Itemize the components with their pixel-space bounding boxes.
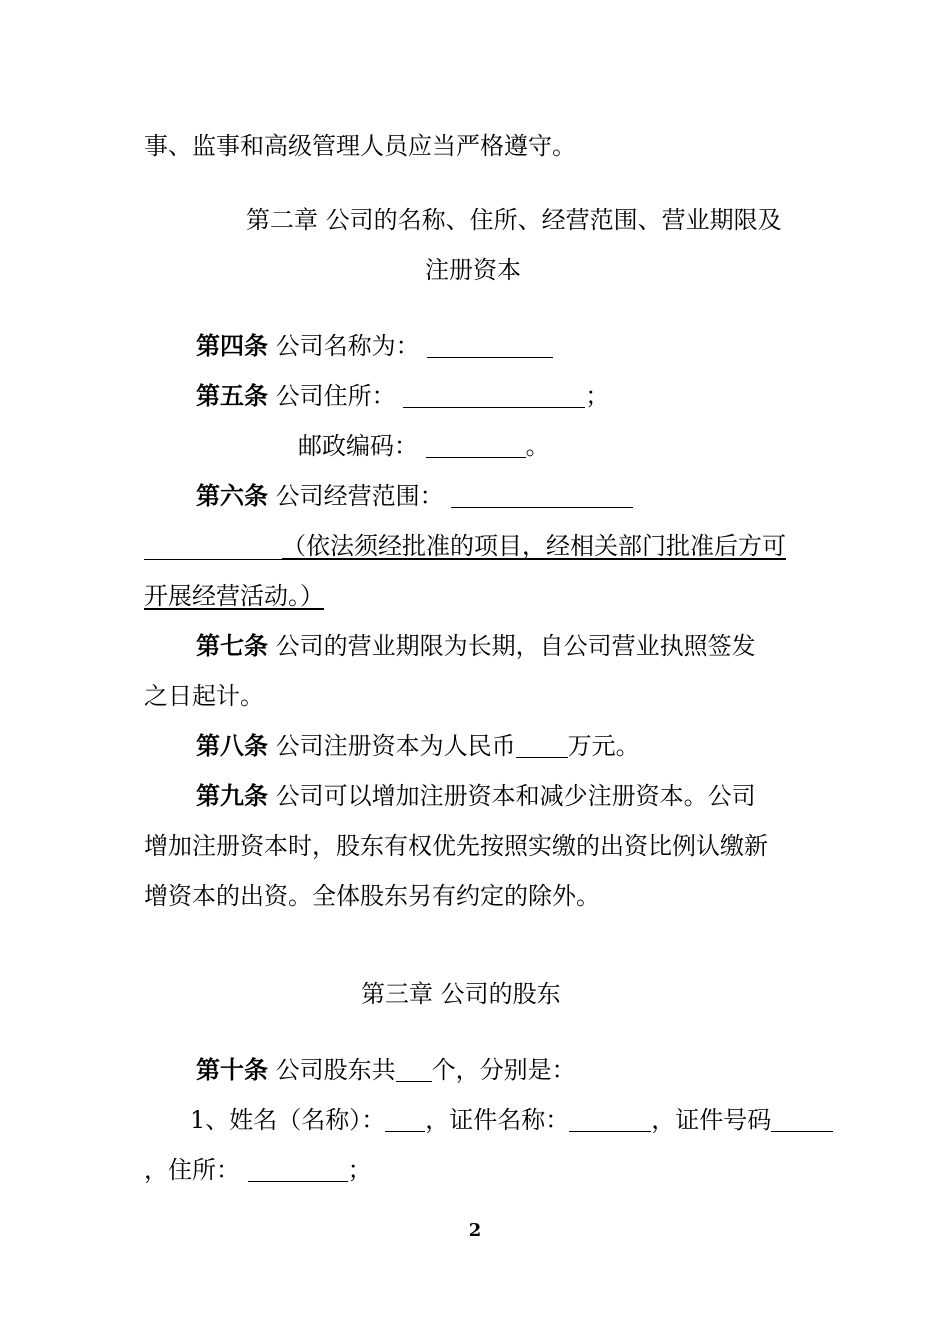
article-text: 公司名称为： (275, 332, 420, 360)
article-label: 第六条 (196, 481, 268, 510)
postal-code-blank[interactable] (426, 433, 526, 458)
business-scope-blank-2[interactable] (144, 535, 282, 560)
id-type-blank[interactable] (569, 1107, 651, 1132)
article-8 (196, 730, 640, 762)
article-text: 公司股东共 (275, 1056, 396, 1084)
article-label: 第八条 (196, 731, 268, 760)
item-text: ，住所： (144, 1156, 240, 1184)
article-7 (196, 630, 756, 662)
company-name-blank[interactable] (427, 333, 553, 358)
article-text-end: 万元。 (567, 732, 640, 760)
article-6-note: （依法须经批准的项目，经相关部门批准后方可 (282, 532, 786, 560)
article-label: 第十条 (196, 1055, 268, 1084)
article-label: 第四条 (196, 331, 268, 360)
article-9-line2: 增加注册资本时，股东有权优先按照实缴的出资比例认缴新 (144, 832, 768, 860)
article-6 (196, 480, 633, 512)
postal-code-line (298, 430, 550, 462)
article-text: 公司可以增加注册资本和减少注册资本。公司 (275, 782, 756, 810)
address-blank[interactable] (403, 383, 585, 408)
article-label: 第七条 (196, 631, 268, 660)
article-text: 公司经营范围： (275, 482, 444, 510)
chapter-2-title-line1: 第二章 公司的名称、住所、经营范围、营业期限及 (246, 206, 782, 234)
article-10 (196, 1054, 576, 1086)
page-number: 2 (468, 1220, 482, 1241)
shareholder-count-blank[interactable] (396, 1057, 432, 1082)
article-6-line3 (144, 580, 324, 612)
article-text: 公司的营业期限为长期，自公司营业执照签发 (275, 632, 756, 660)
name-blank[interactable] (385, 1107, 425, 1132)
id-number-blank[interactable] (771, 1107, 833, 1132)
article-5 (196, 380, 609, 412)
shareholder-item-1 (190, 1104, 833, 1136)
article-6-line2 (144, 530, 786, 562)
chapter-2-title-line2: 注册资本 (425, 256, 521, 284)
item-text: ，证件名称： (425, 1106, 570, 1134)
article-label: 第五条 (196, 381, 268, 410)
item-text: ，证件号码 (651, 1106, 772, 1134)
punct: ； (347, 1156, 372, 1184)
capital-amount-blank[interactable] (516, 733, 568, 758)
business-scope-blank[interactable] (451, 483, 633, 508)
shareholder-item-1-line2 (144, 1154, 372, 1186)
article-text: 公司注册资本为人民币 (275, 732, 516, 760)
article-9-line3: 增资本的出资。全体股东另有约定的除外。 (144, 882, 600, 910)
article-text: 公司住所： (275, 382, 396, 410)
article-9 (196, 780, 756, 812)
paragraph-continuation: 事、监事和高级管理人员应当严格遵守。 (144, 132, 576, 160)
chapter-3-title: 第三章 公司的股东 (361, 980, 561, 1008)
postal-label: 邮政编码： (298, 432, 418, 460)
residence-blank[interactable] (248, 1157, 348, 1182)
punct: ； (585, 382, 610, 410)
article-text-end: 个，分别是： (431, 1056, 576, 1084)
item-text: 1、姓名（名称）： (190, 1106, 386, 1134)
article-label: 第九条 (196, 781, 268, 810)
article-6-note-end: 开展经营活动。） (144, 582, 324, 610)
punct: 。 (525, 432, 550, 460)
article-7-line2: 之日起计。 (144, 682, 264, 710)
article-4 (196, 330, 553, 362)
